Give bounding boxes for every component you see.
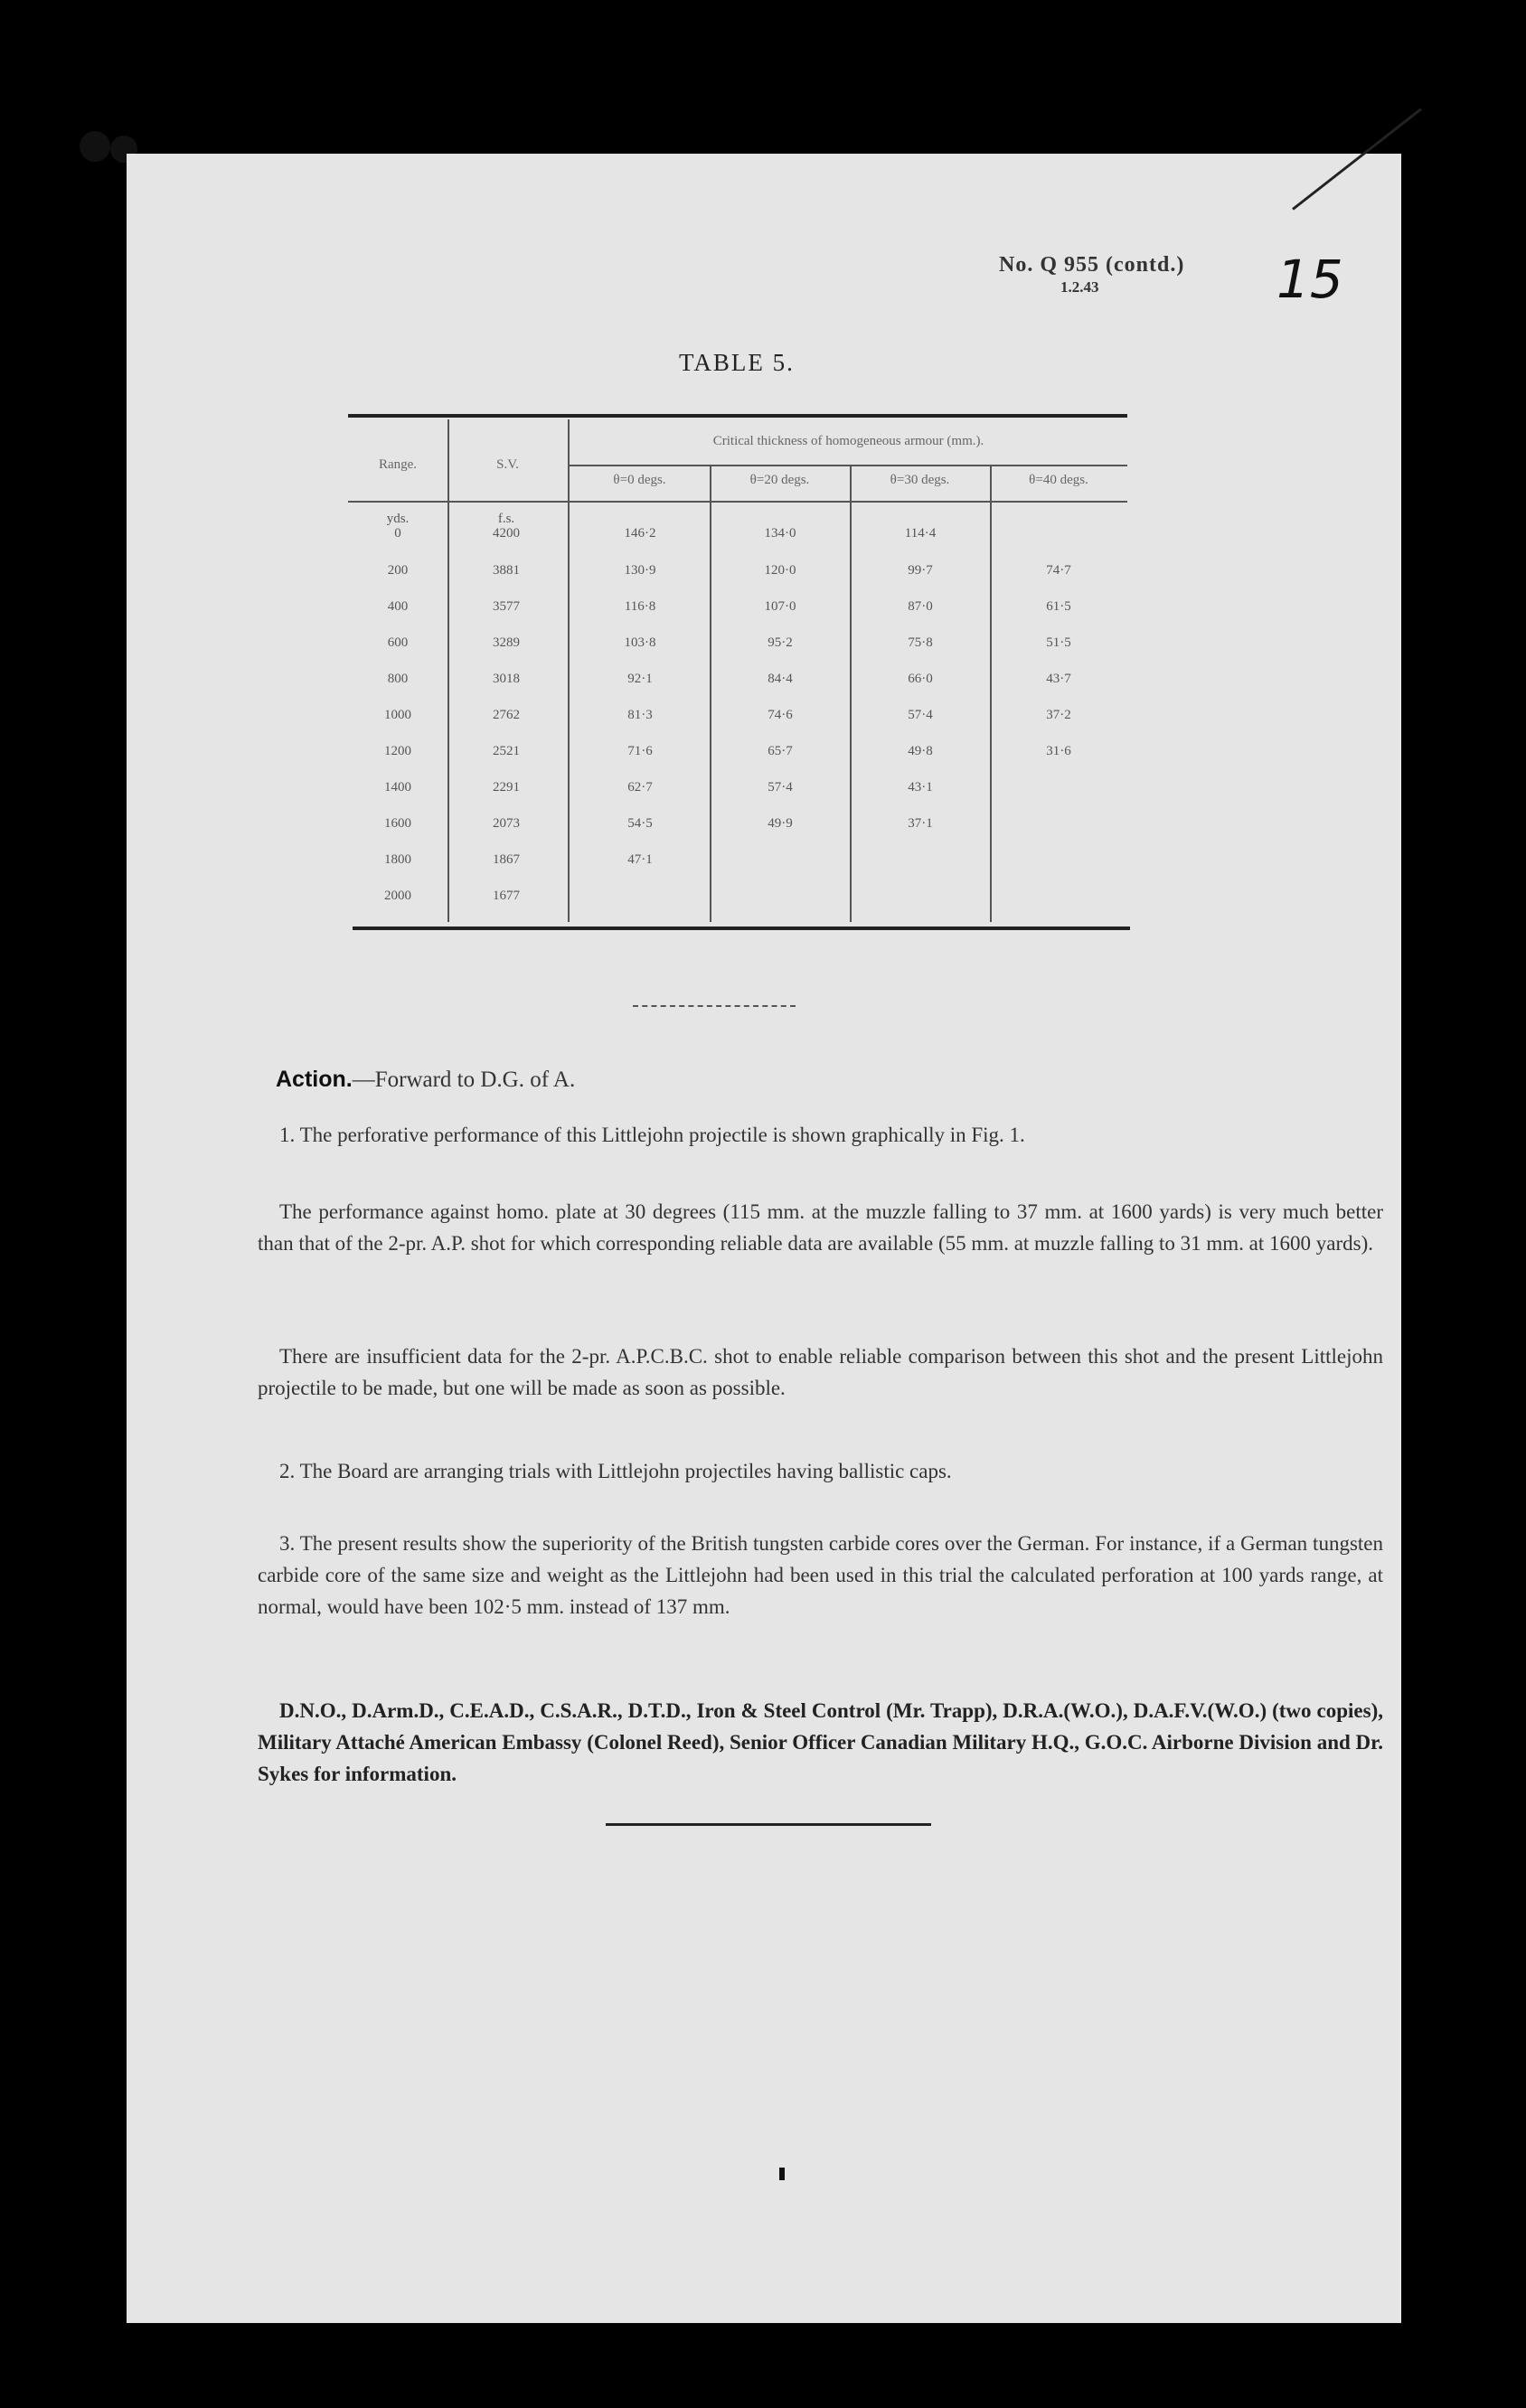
- cell-sv: 4200: [493, 526, 520, 541]
- cell-20-degs: 49·9: [768, 816, 793, 831]
- paragraph-1c: There are insufficient data for the 2-pr. A.P.C.B.C. shot to enable reliable comparison between this shot and the present Littlejohn projectile to be made, but one will be made as soon as possible.: [258, 1345, 1383, 1399]
- cell-sv: 3577: [493, 599, 520, 614]
- cell-range: 600: [387, 635, 409, 650]
- page-number: 15: [1276, 249, 1343, 310]
- punch-hole: [80, 131, 110, 162]
- cell-40-degs: 31·6: [1046, 744, 1071, 758]
- document-date: 1.2.43: [1060, 278, 1099, 296]
- cell-30-degs: 66·0: [908, 672, 933, 686]
- paragraph-3: 3. The present results show the superiority of the British tungsten carbide cores over the German. For instance, if a German tungsten carbide core of the same size and weight as the Littlejohn had been used in this trial the calculated perforation at 100 yards range, at normal, would have been 102·5 mm. instead of 137 mm.: [258, 1532, 1383, 1618]
- action-text: —Forward to D.G. of A.: [352, 1068, 576, 1092]
- cell-20-degs: 107·0: [764, 599, 796, 614]
- cell-range: 0: [394, 526, 401, 541]
- cell-30-degs: 37·1: [908, 816, 933, 831]
- paragraph-1b: The performance against homo. plate at 30 degrees (115 mm. at the muzzle falling to 37 mm. at 1600 yards) is very much better than that of the 2-pr. A.P. shot for which corresponding reliable data are available (55 mm. at muzzle falling to 31 mm. at 1600 yards).: [258, 1200, 1383, 1255]
- cell-0-degs: 71·6: [627, 744, 653, 758]
- cell-0-degs: 81·3: [627, 708, 653, 722]
- cell-range: 200: [387, 563, 409, 578]
- table-top-rule: [348, 414, 1127, 418]
- cell-0-degs: 92·1: [627, 672, 653, 686]
- cell-20-degs: 95·2: [768, 635, 793, 650]
- cell-20-degs: 134·0: [764, 526, 796, 541]
- table-title: TABLE 5.: [679, 349, 795, 376]
- cell-0-degs: 130·9: [624, 563, 656, 578]
- header-rule: [348, 501, 1127, 503]
- table-divider: [850, 466, 852, 922]
- table-divider: [710, 466, 711, 922]
- cell-range: 800: [387, 672, 409, 686]
- distribution-list: D.N.O., D.Arm.D., C.E.A.D., C.S.A.R., D.T.D., Iron & Steel Control (Mr. Trapp), D.R.A.(W.O.), D.A.F.V.(W.O.) (two copies), Military Attaché American Embassy (Colonel Reed), Senior Officer Canadian Military H.Q., G.O.C. Airborne Division and Dr. Sykes for information.: [258, 1699, 1383, 1785]
- paragraph-1: 1. The perforative performance of this Littlejohn projectile is shown graphically in Fig. 1.: [279, 1124, 1025, 1146]
- cell-20-degs: 65·7: [768, 744, 793, 758]
- cell-sv: 3018: [493, 672, 520, 686]
- cell-sv: 3289: [493, 635, 520, 650]
- reference-number: No. Q 955 (contd.): [999, 253, 1185, 277]
- cell-30-degs: 75·8: [908, 635, 933, 650]
- col-header-critical-thickness: Critical thickness of homogeneous armour (mm.).: [712, 434, 984, 448]
- cell-0-degs: 116·8: [624, 599, 656, 614]
- cell-30-degs: 49·8: [908, 744, 933, 758]
- unit-range: yds.: [386, 512, 410, 526]
- cell-sv: 1867: [493, 852, 520, 867]
- cell-0-degs: 146·2: [624, 526, 656, 541]
- col-header-0-degs: θ=0 degs.: [613, 473, 666, 487]
- col-header-sv: S.V.: [496, 457, 519, 472]
- cell-0-degs: 54·5: [627, 816, 653, 831]
- cell-20-degs: 57·4: [768, 780, 793, 795]
- cell-20-degs: 74·6: [768, 708, 793, 722]
- cell-40-degs: 51·5: [1046, 635, 1071, 650]
- cell-range: 1400: [384, 780, 411, 795]
- cell-sv: 2073: [493, 816, 520, 831]
- pen-mark: [1292, 108, 1422, 210]
- page-mark: [779, 2168, 785, 2180]
- cell-sv: 1677: [493, 889, 520, 903]
- table-divider: [447, 419, 449, 922]
- cell-sv: 2762: [493, 708, 520, 722]
- cell-range: 1000: [384, 708, 411, 722]
- cell-sv: 2521: [493, 744, 520, 758]
- col-header-range: Range.: [378, 457, 418, 472]
- action-line: [276, 1067, 575, 1093]
- cell-30-degs: 99·7: [908, 563, 933, 578]
- cell-30-degs: 114·4: [904, 526, 937, 541]
- header-subrule: [570, 465, 1127, 466]
- cell-sv: 3881: [493, 563, 520, 578]
- cell-30-degs: 57·4: [908, 708, 933, 722]
- cell-30-degs: 43·1: [908, 780, 933, 795]
- cell-0-degs: 62·7: [627, 780, 653, 795]
- table-divider: [990, 466, 992, 922]
- col-header-20-degs: θ=20 degs.: [749, 473, 810, 487]
- cell-range: 1800: [384, 852, 411, 867]
- cell-range: 1200: [384, 744, 411, 758]
- cell-20-degs: 120·0: [764, 563, 796, 578]
- cell-40-degs: 37·2: [1046, 708, 1071, 722]
- table-divider: [568, 419, 570, 922]
- col-header-40-degs: θ=40 degs.: [1029, 473, 1088, 487]
- cell-sv: 2291: [493, 780, 520, 795]
- paragraph-2: 2. The Board are arranging trials with Littlejohn projectiles having ballistic caps.: [279, 1460, 952, 1482]
- cell-20-degs: 84·4: [768, 672, 793, 686]
- cell-range: 400: [387, 599, 409, 614]
- cell-40-degs: 74·7: [1046, 563, 1071, 578]
- end-rule: [606, 1823, 931, 1826]
- cell-40-degs: 43·7: [1046, 672, 1071, 686]
- cell-range: 2000: [384, 889, 411, 903]
- cell-0-degs: 103·8: [624, 635, 656, 650]
- cell-range: 1600: [384, 816, 411, 831]
- action-label: Action.: [276, 1067, 353, 1092]
- cell-0-degs: 47·1: [627, 852, 653, 867]
- table-bottom-rule: [353, 927, 1130, 930]
- unit-sv: f.s.: [497, 512, 515, 526]
- cell-30-degs: 87·0: [908, 599, 933, 614]
- document-page: [127, 154, 1401, 2323]
- cell-40-degs: 61·5: [1046, 599, 1071, 614]
- section-divider: [633, 1005, 796, 1009]
- col-header-30-degs: θ=30 degs.: [890, 473, 950, 487]
